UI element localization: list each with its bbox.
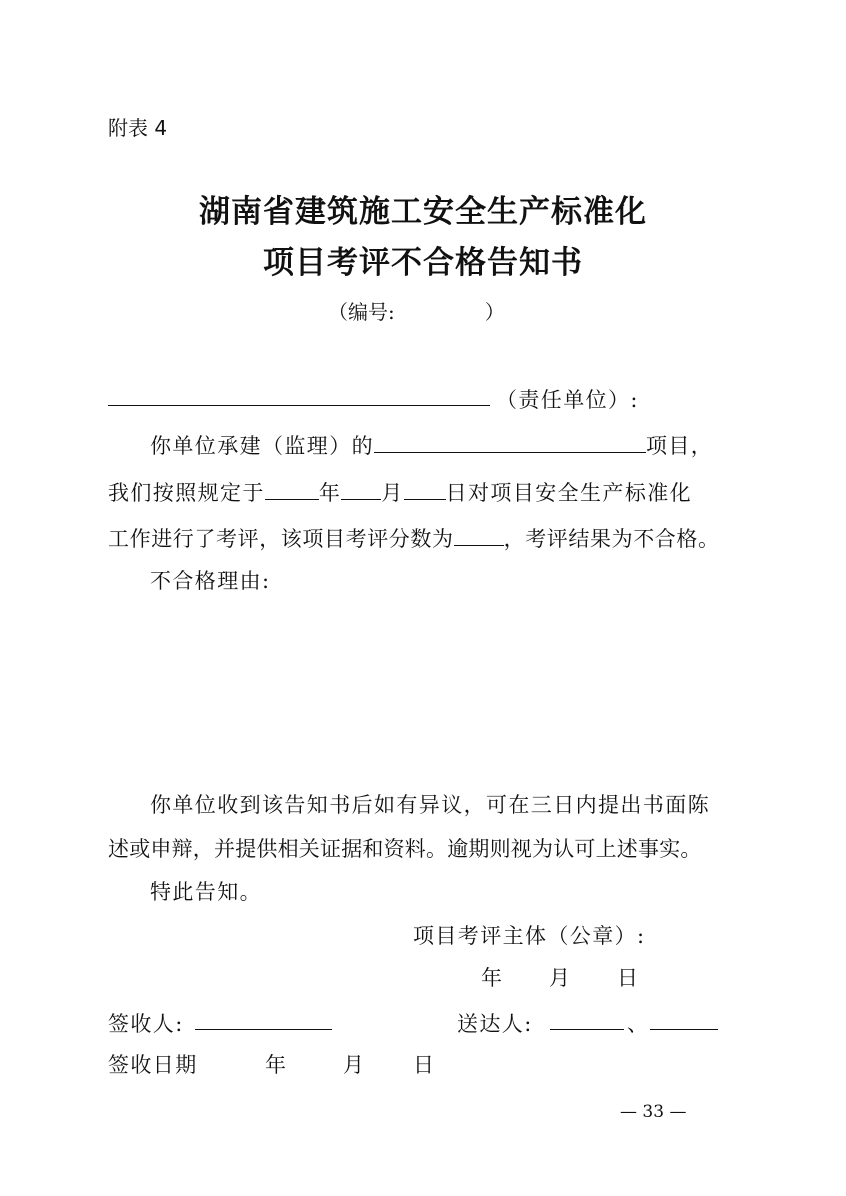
para1-month: 月 [381,481,404,505]
para1-line2 [108,477,692,507]
issue-date-year: 年 [481,966,504,990]
page-number: — 33 — [620,1102,687,1122]
document-number [328,296,505,325]
receiver-blank[interactable] [195,1029,332,1030]
para1-line3 [108,523,720,553]
receipt-date-day: 日 [413,1053,436,1077]
sender-label: 送达人: [457,1012,533,1036]
para1-line2-end: 日对项目安全生产标准化 [445,481,693,505]
sender-blank-1[interactable] [550,1029,624,1030]
year-blank[interactable] [265,481,319,500]
receipt-date-month: 月 [343,1053,366,1077]
number-label: （编号: [328,300,395,324]
receipt-date-year: 年 [265,1053,288,1077]
month-blank[interactable] [341,481,381,500]
para2-line2: 述或申辩，并提供相关证据和资料。逾期则视为认可上述事实。 [108,837,702,861]
responsible-unit-label: （责任单位）: [496,388,639,412]
para1-line1 [150,430,713,460]
score-blank[interactable] [454,527,504,546]
closing-text: 特此告知。 [150,880,262,904]
receipt-date-label: 签收日期 [108,1053,198,1077]
document-title-line2: 项目考评不合格告知书 [263,245,583,281]
number-close: ） [484,300,505,324]
para2-line1: 你单位收到该告知书后如有异议，可在三日内提出书面陈 [150,793,710,817]
sender-blank-2[interactable] [650,1029,718,1030]
para1-line1-end: 项目， [646,434,714,458]
day-blank[interactable] [404,481,446,500]
appendix-label: 附表 4 [108,116,168,140]
reason-label: 不合格理由: [150,569,271,593]
issue-date-month: 月 [549,966,572,990]
para1-line1-start: 你单位承建（监理）的 [150,434,374,458]
project-name-blank[interactable] [374,434,646,453]
issue-date-day: 日 [617,966,640,990]
document-title-line1: 湖南省建筑施工安全生产标准化 [199,194,647,230]
para1-line2-start: 我们按照规定于 [108,481,265,505]
para1-year: 年 [318,481,342,505]
responsible-unit-blank[interactable] [108,405,490,406]
sender-separator: 、 [627,1012,650,1036]
receiver-label: 签收人: [108,1012,184,1036]
para1-line3-end: ，考评结果为不合格。 [503,527,720,551]
issuer-label: 项目考评主体（公章）: [413,924,646,948]
para1-line3-start: 工作进行了考评，该项目考评分数为 [108,527,454,551]
